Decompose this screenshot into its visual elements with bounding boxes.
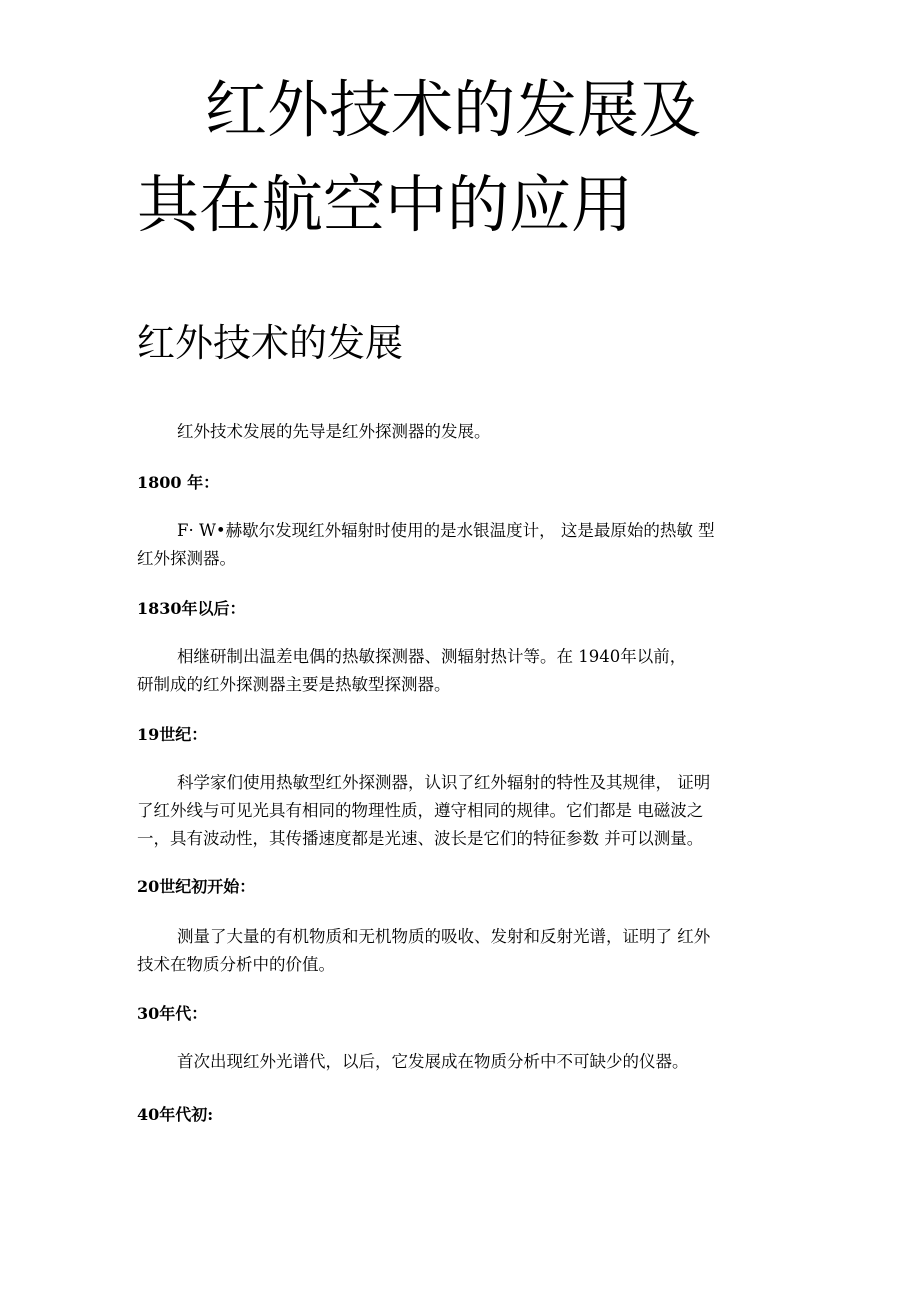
paragraph-line: 研制成的红外探测器主要是热敏型探测器。 xyxy=(137,675,451,694)
entry-paragraph xyxy=(137,769,782,853)
entry-label: 1830年以后： xyxy=(137,599,246,618)
paragraph-line: 红外技术发展的先导是红外探测器的发展。 xyxy=(177,422,491,441)
document-title-line-2: 其在航空中的应用 xyxy=(137,168,634,241)
section-heading: 红外技术的发展 xyxy=(137,321,404,365)
entry-label: 40年代初: xyxy=(137,1105,214,1124)
document-title-line-1: 红外技术的发展及 xyxy=(205,73,702,146)
entry-label: 19世纪： xyxy=(137,725,208,744)
entry-paragraph xyxy=(137,517,782,573)
paragraph-line: 科学家们使用热敏型红外探测器，认识了红外辐射的特性及其规律， 证明 xyxy=(177,773,711,792)
entry-label: 30年代： xyxy=(137,1004,208,1023)
paragraph-line: 测量了大量的有机物质和无机物质的吸收、发射和反射光谱，证明了 红外 xyxy=(177,927,711,946)
paragraph-line: F· W•赫歇尔发现红外辐射时使用的是水银温度计， 这是最原始的热敏 型 xyxy=(177,521,715,540)
paragraph-line: 首次出现红外光谱代，以后，它发展成在物质分析中不可缺少的仪器。 xyxy=(177,1052,689,1071)
entry-label: 1800 年： xyxy=(137,473,220,492)
paragraph-line: 技术在物质分析中的价值。 xyxy=(137,955,335,974)
entry-paragraph xyxy=(137,643,782,699)
intro-paragraph xyxy=(137,418,782,446)
entry-paragraph xyxy=(137,1048,782,1076)
paragraph-line: 红外探测器。 xyxy=(137,549,236,568)
entry-label: 20世纪初开始： xyxy=(137,877,256,896)
paragraph-line: 一，具有波动性，其传播速度都是光速、波长是它们的特征参数 并可以测量。 xyxy=(137,829,704,848)
paragraph-line: 了红外线与可见光具有相同的物理性质，遵守相同的规律。它们都是 电磁波之 xyxy=(137,801,704,820)
paragraph-line: 相继研制出温差电偶的热敏探测器、测辐射热计等。在 1940年以前， xyxy=(177,647,687,666)
entry-paragraph xyxy=(137,923,782,979)
